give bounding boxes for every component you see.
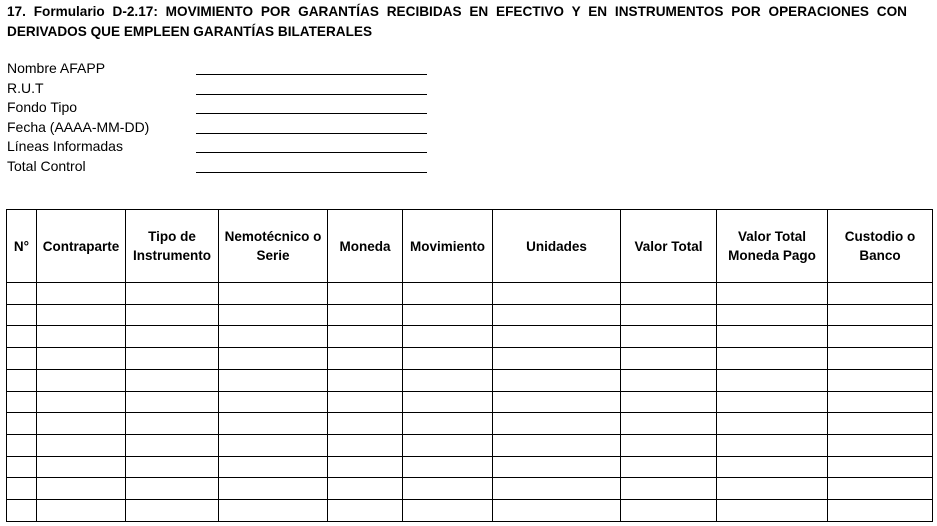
table-cell[interactable] bbox=[7, 413, 37, 435]
table-cell[interactable] bbox=[717, 500, 828, 522]
table-cell[interactable] bbox=[403, 413, 493, 435]
table-cell[interactable] bbox=[403, 391, 493, 413]
table-cell[interactable] bbox=[717, 326, 828, 348]
table-cell[interactable] bbox=[717, 283, 828, 305]
table-cell[interactable] bbox=[493, 326, 621, 348]
table-cell[interactable] bbox=[126, 391, 219, 413]
table-cell[interactable] bbox=[126, 413, 219, 435]
column-header-nemotecnico: Nemotécnico o Serie bbox=[219, 210, 328, 283]
table-cell[interactable] bbox=[7, 500, 37, 522]
table-cell[interactable] bbox=[219, 456, 328, 478]
table-cell[interactable] bbox=[7, 326, 37, 348]
table-cell[interactable] bbox=[7, 348, 37, 370]
field-label: Fecha (AAAA-MM-DD) bbox=[7, 118, 150, 135]
table-cell[interactable] bbox=[621, 435, 717, 457]
table-cell[interactable] bbox=[621, 478, 717, 500]
table-cell[interactable] bbox=[493, 348, 621, 370]
field-total-control bbox=[7, 157, 437, 177]
table-cell[interactable] bbox=[328, 413, 403, 435]
table-cell[interactable] bbox=[493, 391, 621, 413]
header-fields bbox=[7, 59, 437, 176]
table-cell[interactable] bbox=[717, 435, 828, 457]
table-cell[interactable] bbox=[403, 304, 493, 326]
table-cell[interactable] bbox=[717, 391, 828, 413]
table-cell[interactable] bbox=[717, 369, 828, 391]
table-cell[interactable] bbox=[219, 348, 328, 370]
column-header-tipo-instrumento: Tipo de Instrumento bbox=[126, 210, 219, 283]
table-row bbox=[7, 500, 933, 522]
field-value-line[interactable] bbox=[196, 74, 427, 75]
table-cell[interactable] bbox=[219, 500, 328, 522]
table-cell[interactable] bbox=[403, 283, 493, 305]
column-header-moneda: Moneda bbox=[328, 210, 403, 283]
table-cell[interactable] bbox=[126, 456, 219, 478]
table-cell[interactable] bbox=[403, 478, 493, 500]
table-cell[interactable] bbox=[7, 435, 37, 457]
field-value-line[interactable] bbox=[196, 152, 427, 153]
table-cell[interactable] bbox=[828, 283, 933, 305]
table-header-row bbox=[7, 210, 933, 283]
table-cell[interactable] bbox=[37, 304, 126, 326]
table-cell[interactable] bbox=[328, 283, 403, 305]
field-fondo-tipo bbox=[7, 98, 437, 118]
table-cell[interactable] bbox=[828, 435, 933, 457]
table-cell[interactable] bbox=[126, 348, 219, 370]
field-label: R.U.T bbox=[7, 79, 44, 96]
table-cell[interactable] bbox=[328, 478, 403, 500]
table-cell[interactable] bbox=[403, 369, 493, 391]
table-cell[interactable] bbox=[403, 435, 493, 457]
table-cell[interactable] bbox=[621, 456, 717, 478]
table-cell[interactable] bbox=[493, 435, 621, 457]
table-cell[interactable] bbox=[7, 456, 37, 478]
column-header-custodio: Custodio o Banco bbox=[828, 210, 933, 283]
table-row bbox=[7, 478, 933, 500]
table-cell[interactable] bbox=[126, 304, 219, 326]
table-cell[interactable] bbox=[328, 326, 403, 348]
table-cell[interactable] bbox=[37, 283, 126, 305]
field-value-line[interactable] bbox=[196, 133, 427, 134]
table-row bbox=[7, 435, 933, 457]
table-cell[interactable] bbox=[219, 369, 328, 391]
field-nombre-afapp bbox=[7, 59, 437, 79]
column-header-movimiento: Movimiento bbox=[403, 210, 493, 283]
form-title: 17. Formulario D-2.17: MOVIMIENTO POR GARANTÍAS RECIBIDAS EN EFECTIVO Y EN INSTRUMENTOS POR OPERACIONES CON DERIVADOS QUE EMPLEEN GARANTÍAS BILATERALES bbox=[7, 4, 907, 39]
table-cell[interactable] bbox=[219, 391, 328, 413]
table-cell[interactable] bbox=[621, 348, 717, 370]
table-cell[interactable] bbox=[37, 326, 126, 348]
table-cell[interactable] bbox=[828, 413, 933, 435]
field-label: Fondo Tipo bbox=[7, 99, 78, 115]
table-row bbox=[7, 348, 933, 370]
field-rut bbox=[7, 79, 437, 99]
table-cell[interactable] bbox=[126, 500, 219, 522]
table-row bbox=[7, 304, 933, 326]
table-cell[interactable] bbox=[219, 478, 328, 500]
table-cell[interactable] bbox=[717, 304, 828, 326]
table-cell[interactable] bbox=[126, 369, 219, 391]
table-row bbox=[7, 369, 933, 391]
field-label: Líneas Informadas bbox=[7, 138, 123, 154]
table-cell[interactable] bbox=[219, 283, 328, 305]
table-cell[interactable] bbox=[717, 413, 828, 435]
table-cell[interactable] bbox=[621, 391, 717, 413]
table-cell[interactable] bbox=[621, 500, 717, 522]
movements-table bbox=[6, 209, 933, 522]
table-cell[interactable] bbox=[328, 369, 403, 391]
table-row bbox=[7, 326, 933, 348]
table-cell[interactable] bbox=[7, 304, 37, 326]
table-cell[interactable] bbox=[403, 348, 493, 370]
table-cell[interactable] bbox=[717, 478, 828, 500]
table-cell[interactable] bbox=[328, 456, 403, 478]
table-cell[interactable] bbox=[621, 326, 717, 348]
table-cell[interactable] bbox=[328, 500, 403, 522]
table-cell[interactable] bbox=[621, 413, 717, 435]
table-cell[interactable] bbox=[219, 435, 328, 457]
table-cell[interactable] bbox=[717, 456, 828, 478]
table-cell[interactable] bbox=[493, 283, 621, 305]
table-cell[interactable] bbox=[219, 304, 328, 326]
table-cell[interactable] bbox=[328, 348, 403, 370]
table-cell[interactable] bbox=[828, 478, 933, 500]
table-cell[interactable] bbox=[403, 456, 493, 478]
table-cell[interactable] bbox=[7, 369, 37, 391]
table-cell[interactable] bbox=[828, 326, 933, 348]
table-cell[interactable] bbox=[493, 304, 621, 326]
table-cell[interactable] bbox=[126, 326, 219, 348]
table-cell[interactable] bbox=[126, 283, 219, 305]
table-cell[interactable] bbox=[37, 413, 126, 435]
table-cell[interactable] bbox=[621, 369, 717, 391]
table-cell[interactable] bbox=[37, 456, 126, 478]
table-cell[interactable] bbox=[37, 348, 126, 370]
column-header-unidades: Unidades bbox=[493, 210, 621, 283]
table-cell[interactable] bbox=[328, 304, 403, 326]
field-label: Nombre AFAPP bbox=[7, 60, 106, 76]
table-cell[interactable] bbox=[37, 435, 126, 457]
table-cell[interactable] bbox=[717, 348, 828, 370]
column-header-contraparte: Contraparte bbox=[37, 210, 126, 283]
table-cell[interactable] bbox=[328, 391, 403, 413]
table-row bbox=[7, 456, 933, 478]
table-cell[interactable] bbox=[828, 348, 933, 370]
table-cell[interactable] bbox=[828, 304, 933, 326]
table-cell[interactable] bbox=[403, 500, 493, 522]
field-value-line[interactable] bbox=[196, 172, 427, 173]
table-cell[interactable] bbox=[828, 369, 933, 391]
table-cell[interactable] bbox=[7, 391, 37, 413]
field-fecha bbox=[7, 118, 437, 138]
table-cell[interactable] bbox=[493, 478, 621, 500]
table-cell[interactable] bbox=[828, 500, 933, 522]
table-cell[interactable] bbox=[493, 413, 621, 435]
table-row bbox=[7, 283, 933, 305]
table-row bbox=[7, 391, 933, 413]
table-cell[interactable] bbox=[219, 413, 328, 435]
table-cell[interactable] bbox=[493, 369, 621, 391]
table-cell[interactable] bbox=[828, 456, 933, 478]
table-cell[interactable] bbox=[126, 435, 219, 457]
table-cell[interactable] bbox=[328, 435, 403, 457]
table-cell[interactable] bbox=[403, 326, 493, 348]
column-header-numero: N° bbox=[7, 210, 37, 283]
table-cell[interactable] bbox=[37, 478, 126, 500]
table-row bbox=[7, 413, 933, 435]
table-cell[interactable] bbox=[219, 326, 328, 348]
column-header-valor-total: Valor Total bbox=[621, 210, 717, 283]
table-cell[interactable] bbox=[493, 456, 621, 478]
table-cell[interactable] bbox=[7, 478, 37, 500]
table-cell[interactable] bbox=[621, 304, 717, 326]
table-cell[interactable] bbox=[126, 478, 219, 500]
field-label: Total Control bbox=[7, 157, 86, 174]
table-cell[interactable] bbox=[7, 283, 37, 305]
table-cell[interactable] bbox=[37, 369, 126, 391]
table-cell[interactable] bbox=[37, 500, 126, 522]
table-cell[interactable] bbox=[828, 391, 933, 413]
field-lineas-informadas bbox=[7, 137, 437, 157]
table-cell[interactable] bbox=[493, 500, 621, 522]
column-header-valor-total-moneda-pago: Valor Total Moneda Pago bbox=[717, 210, 828, 283]
table-cell[interactable] bbox=[37, 391, 126, 413]
table-cell[interactable] bbox=[621, 283, 717, 305]
field-value-line[interactable] bbox=[196, 113, 427, 114]
field-value-line[interactable] bbox=[196, 94, 427, 95]
